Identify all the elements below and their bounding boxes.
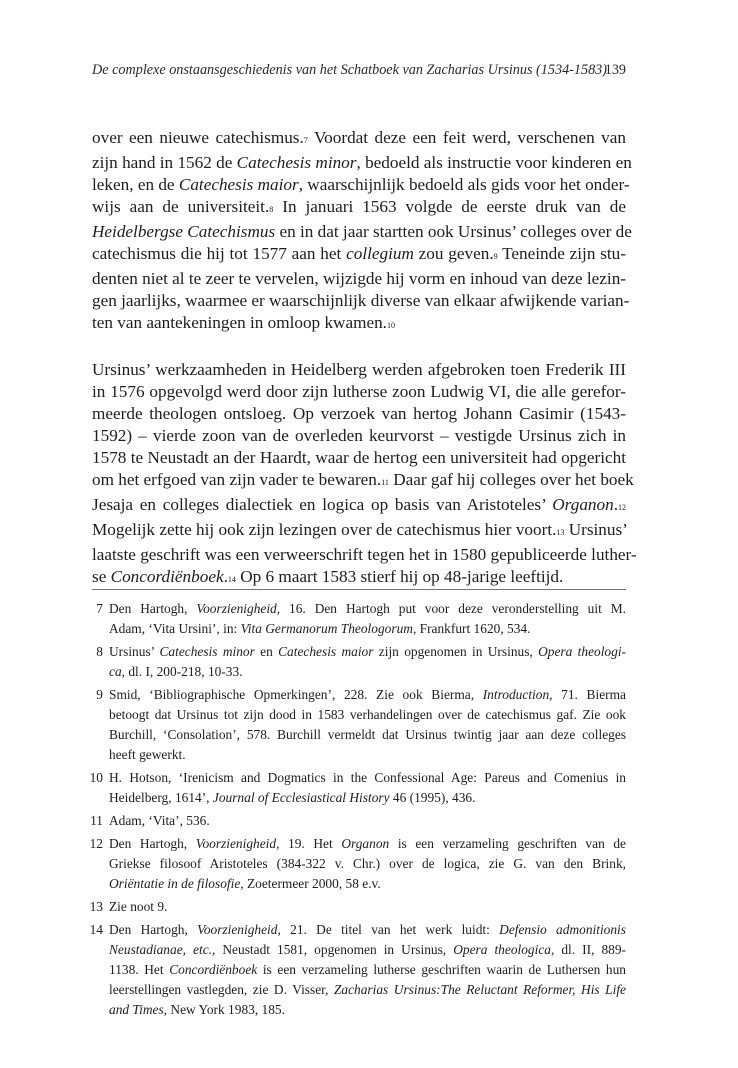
text-run: catechismus die hij tot 1577 aan het (92, 244, 347, 263)
text-run: Teneinde zijn stu- (497, 244, 626, 263)
text-run: se (92, 567, 111, 586)
text-line (92, 243, 626, 268)
text-line (92, 425, 626, 447)
footnote-reference: 12 (618, 503, 626, 512)
text-run: heeft gewerkt. (109, 747, 186, 762)
italic-text: Catechesis minor (236, 153, 357, 172)
footnote-reference: 14 (227, 575, 236, 584)
footnote-line (109, 1000, 626, 1020)
text-run: en (254, 644, 279, 659)
footnote-line (109, 788, 626, 808)
footnote-line (109, 662, 626, 682)
footnote-number: 10 (89, 770, 103, 785)
text-line (92, 268, 626, 290)
text-run: leken, en de (92, 175, 179, 194)
text-run: laatste geschrift was een verweerschrift tegen het in 1580 gepubliceerde luther- (92, 545, 637, 564)
text-run: dl. II, 889- (554, 942, 627, 957)
text-run: Op 6 maart 1583 stierf hij op 48-jarige leeftijd. (235, 567, 564, 586)
text-run: Den Hartogh, (109, 836, 196, 851)
footnote-number: 8 (96, 644, 103, 659)
text-run: is een verzameling lutherse geschriften waarin de Luthersen hun (257, 962, 626, 977)
text-run: Griekse filosoof Aristoteles (384-322 v. Chr.) over de logica, zie G. van den Brink, (109, 856, 626, 871)
footnote-line (109, 834, 626, 854)
running-header (92, 62, 626, 84)
footnote (89, 834, 627, 894)
text-line (92, 544, 637, 566)
text-run: Adam, ‘Vita Ursini’, in: (109, 621, 241, 636)
text-run: gen jaarlijks, waarmee er waarschijnlijk diverse van elkaar afwijkende varian- (92, 291, 630, 310)
text-run: in 1576 opgevolgd werd door zijn lutherse zoon Ludwig VI, die alle gerefor- (92, 382, 626, 401)
text-line (92, 221, 632, 243)
footnote (92, 685, 626, 765)
footnote (92, 811, 626, 831)
footnote-line (109, 811, 626, 831)
italic-text: Journal of Ecclesiastical History (212, 790, 390, 805)
footnote-line (109, 725, 626, 745)
text-run: over een nieuwe catechismus. (92, 128, 304, 147)
footnote-reference: 11 (381, 478, 389, 487)
text-run: Den Hartogh, (109, 601, 197, 616)
text-run: . (613, 495, 618, 514)
text-run: Den Hartogh, (109, 922, 198, 937)
footnote-line (109, 854, 626, 874)
footnote-reference: 10 (386, 321, 395, 330)
italic-text: Vita Germanorum Theologorum (240, 621, 413, 636)
italic-text: Zacharias Ursinus:The Reluctant Reformer, His Life (333, 982, 626, 997)
footnote (89, 768, 626, 808)
italic-text: Voorzienigheid, (195, 836, 280, 851)
text-run: betoogt dat Ursinus tot zijn dood in 1583 verhandelingen over de catechismus gaf. Zie ook (109, 707, 626, 722)
footnote-line (109, 685, 626, 705)
text-run: zou geven. (413, 244, 494, 263)
text-run: ten van aantekeningen in omloop kwamen. (92, 313, 387, 332)
paragraph (92, 359, 637, 591)
text-run: . (223, 567, 228, 586)
footnote (92, 599, 626, 639)
text-run: 1592) – vierde zoon van de overleden keurvorst – vestigde Ursinus zich in (92, 426, 626, 445)
text-run: Ursinus’ (564, 520, 628, 539)
text-run: , bedoeld als instructie voor kinderen en (356, 153, 632, 172)
page-number: 139 (604, 62, 626, 78)
text-run: Mogelijk zette hij ook zijn lezingen over de catechismus hier voort. (92, 520, 557, 539)
text-run: Heidelberg, 1614’, (109, 790, 213, 805)
text-run: , Frankfurt 1620, 534. (412, 621, 531, 636)
footnote-number: 12 (89, 836, 103, 851)
footnote (89, 897, 626, 917)
italic-text: Catechesis maior (178, 175, 299, 194)
text-run: In januari 1563 volgde de eerste druk van de (273, 197, 627, 216)
body-text (92, 127, 637, 591)
text-run: 71. Bierma (552, 687, 626, 702)
footnote-reference: 9 (493, 252, 498, 261)
text-line (92, 127, 626, 152)
text-line (92, 290, 630, 312)
text-run: 46 (1995), 436. (389, 790, 476, 805)
italic-text: Catechesis minor (159, 644, 255, 659)
text-run: leerstellingen vastlegden, zie D. Visser, (109, 982, 334, 997)
footnote-line (109, 642, 626, 662)
text-line (92, 447, 626, 469)
text-run: dl. I, 200-218, 10-33. (125, 664, 243, 679)
footnote-reference: 8 (269, 205, 274, 214)
italic-text: Voorzienigheid, (196, 601, 281, 616)
italic-text: Defensio admonitionis (499, 922, 626, 937)
footnote-number: 11 (90, 813, 103, 828)
text-run: , waarschijnlijk bedoeld als gids voor het onder- (298, 175, 630, 194)
footnote-number: 13 (89, 899, 103, 914)
text-run: Burchill, ‘Consolation’, 578. Burchill vermeldt dat Ursinus twintig jaar aan deze colleges (109, 727, 626, 742)
text-line (92, 469, 634, 494)
text-run: Neustadt 1581, opgenomen in Ursinus, (215, 942, 454, 957)
italic-text: Neustadianae, etc., (109, 942, 216, 957)
text-run: meerde theologen ontsloeg. Op verzoek van hertog Johann Casimir (1543- (92, 404, 626, 423)
text-run: Jesaja en colleges dialectiek en logica op basis van Aristoteles’ (92, 495, 553, 514)
footnote-number: 9 (96, 687, 103, 702)
text-run: Daar gaf hij colleges over het boek (388, 470, 634, 489)
text-run: zijn opgenomen in Ursinus, (373, 644, 539, 659)
footnote-separator (92, 589, 626, 590)
text-line (92, 494, 626, 519)
text-line (92, 359, 626, 381)
italic-text: Introduction, (482, 687, 553, 702)
text-line (92, 566, 626, 591)
italic-text: Catechesis maior (278, 644, 374, 659)
italic-text: Organon (341, 836, 390, 851)
footnote-line (109, 599, 626, 619)
text-run: H. Hotson, ‘Irenicism and Dogmatics in the Confessional Age: Pareus and Comenius in (109, 770, 626, 785)
text-run: 16. Den Hartogh put voor deze veronderstelling uit M. (280, 601, 627, 616)
footnote-line (109, 980, 626, 1000)
footnote-line (109, 745, 626, 765)
footnote (89, 920, 627, 1020)
text-run: Zoetermeer 2000, 58 e.v. (243, 876, 381, 891)
footnote-number: 14 (89, 922, 103, 937)
italic-text: Oriëntatie in de filosofie, (109, 876, 244, 891)
footnote (92, 642, 626, 682)
footnote-line (109, 940, 626, 960)
text-line (92, 196, 626, 221)
text-line (92, 312, 626, 337)
footnote-line (109, 920, 626, 940)
italic-text: Opera theologica, (453, 942, 555, 957)
running-title: De complexe onstaansgeschiedenis van het Schatboek van Zacharias Ursinus (1534-1583) (92, 62, 607, 78)
italic-text: collegium (346, 244, 414, 263)
italic-text: Concordiënboek (110, 567, 224, 586)
text-line (92, 519, 626, 544)
footnote-line (109, 619, 626, 639)
text-run: om het erfgoed van zijn vader te bewaren. (92, 470, 382, 489)
footnotes (89, 599, 627, 1023)
text-run: zijn hand in 1562 de (92, 153, 237, 172)
footnote-reference: 13 (556, 528, 565, 537)
text-run: 19. Het (279, 836, 342, 851)
text-line (92, 381, 626, 403)
italic-text: ca, (109, 664, 125, 679)
footnote-line (109, 897, 626, 917)
footnote-number: 7 (96, 601, 103, 616)
footnote-reference: 7 (303, 136, 308, 145)
text-run: Smid, ‘Bibliographische Opmerkingen’, 228. Zie ook Bierma, (109, 687, 483, 702)
text-run: Adam, ‘Vita’, 536. (109, 813, 210, 828)
text-run: Ursinus’ werkzaamheden in Heidelberg werden afgebroken toen Frederik III (92, 360, 626, 379)
text-run: is een verzameling geschriften van de (389, 836, 627, 851)
footnote-line (109, 874, 626, 894)
text-run: wijs aan de universiteit. (92, 197, 270, 216)
text-run: 1138. Het (109, 962, 170, 977)
italic-text: Organon (552, 495, 614, 514)
text-run: 1578 te Neustadt an der Haardt, waar de hertog een universiteit had opgericht (92, 448, 626, 467)
paragraph (92, 127, 632, 337)
text-run: Voordat deze een feit werd, verschenen van (307, 128, 626, 147)
italic-text: Opera theologi- (538, 644, 627, 659)
text-run: Zie noot 9. (109, 899, 168, 914)
footnote-line (109, 768, 626, 788)
text-line (92, 152, 632, 174)
text-run: 21. De titel van het werk luidt: (280, 922, 500, 937)
footnote-line (109, 960, 626, 980)
footnote-line (109, 705, 626, 725)
text-line (92, 403, 626, 425)
italic-text: Heidelbergse Catechismus (92, 222, 276, 241)
text-run: denten niet al te zeer te vervelen, wijzigde hij vorm en inhoud van deze lezin- (92, 269, 627, 288)
italic-text: Concordiënboek (169, 962, 258, 977)
text-run: en in dat jaar startten ook Ursinus’ colleges over de (275, 222, 632, 241)
italic-text: Voorzienigheid, (197, 922, 281, 937)
text-line (92, 174, 630, 196)
text-run: New York 1983, 185. (167, 1002, 285, 1017)
text-run: Ursinus’ (109, 644, 160, 659)
italic-text: and Times, (109, 1002, 168, 1017)
